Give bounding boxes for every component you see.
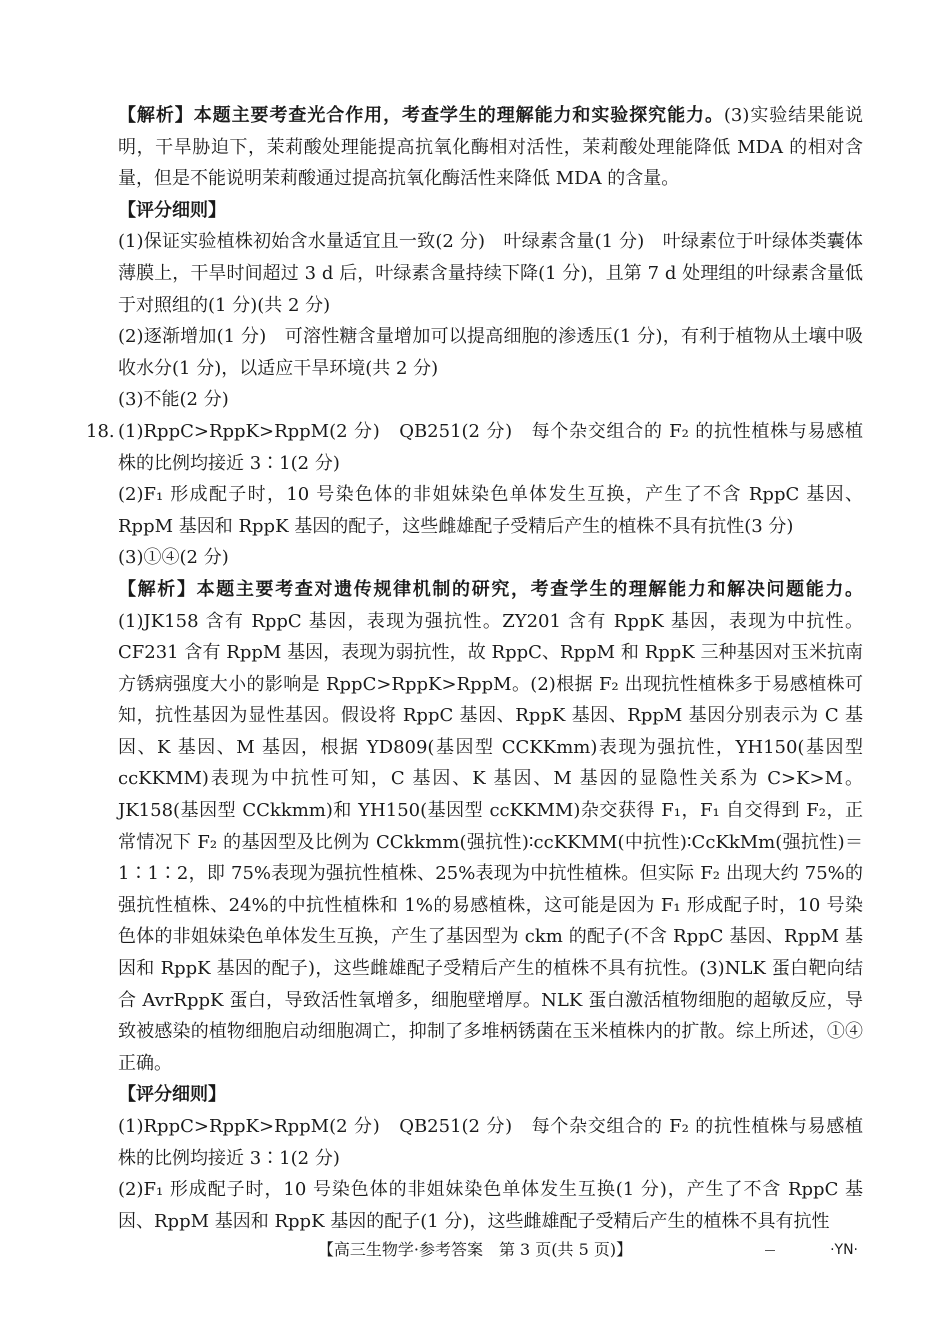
scoring-17-item-2: (2)逐渐增加(1 分) 可溶性糖含量增加可以提高细胞的渗透压(1 分)，有利于植物从土壤中吸收水分(1 分)，以适应干旱环境(共 2 分) <box>118 326 863 379</box>
q18-answer-1: (1)RppC>RppK>RppM(2 分) QB251(2 分) 每个杂交组合的 F₂ 的抗性植株与易感植株的比例均接近 3∶1(2 分) <box>118 420 863 474</box>
footer-region-code: ·YN· <box>830 1242 858 1258</box>
q18-answer-2: (2)F₁ 形成配子时，10 号染色体的非姐妹染色单体发生互换，产生了不含 RppC 基因、RppM 基因和 RppK 基因的配子，这些雌雄配子受精后产生的植株不具有抗性(3 分) <box>118 484 863 537</box>
question-18 <box>86 416 863 479</box>
answer-content <box>86 100 864 1237</box>
analysis-lead: 本题主要考查对遗传规律机制的研究，考查学生的理解能力和解决问题能力。 <box>196 578 864 600</box>
scoring-title-18: 【评分细则】 <box>118 1084 226 1106</box>
analysis-18 <box>118 574 863 1080</box>
analysis-label: 【解析】 <box>118 105 194 126</box>
scoring-title-17: 【评分细则】 <box>118 199 226 221</box>
analysis-lead: 本题主要考查光合作用，考查学生的理解能力和实验探究能力。 <box>193 105 724 126</box>
analysis-label: 【解析】 <box>118 578 197 600</box>
analysis-body: (3)实验结果能说明，干旱胁迫下，茉莉酸处理能提高抗氧化酶相对活性，茉莉酸处理能降低 MDA 的相对含量，但是不能说明茉莉酸通过提高抗氧化酶活性来降低 MDA 的含量。 <box>118 105 864 190</box>
scoring-17-item-3: (3)不能(2 分) <box>118 389 229 411</box>
q18-answer-3: (3)①④(2 分) <box>118 547 229 569</box>
footer-mark <box>765 1250 775 1251</box>
footer-page-info: 【高三生物学·参考答案 第 3 页(共 5 页)】 <box>317 1240 633 1259</box>
question-number: 18. <box>86 420 115 442</box>
page-footer <box>0 1236 950 1264</box>
analysis-17 <box>118 100 863 195</box>
scoring-18-item-2: (2)F₁ 形成配子时，10 号染色体的非姐妹染色单体发生互换(1 分)，产生了不含 RppC 基因、RppM 基因和 RppK 基因的配子(1 分)，这些雌雄配子受精后产生的植株不具有抗性 <box>118 1179 863 1232</box>
analysis-body: (1)JK158 含有 RppC 基因，表现为强抗性。ZY201 含有 RppK 基因，表现为中抗性。CF231 含有 RppM 基因，表现为弱抗性，故 RppC、RppM 和 RppK 三种基因对玉米抗南方锈病强度大小的影响是 RppC>RppK>RppM。(2)根据 F₂ 出现抗性植株多于易感植株可知，抗性基因为显性基因。假设将 RppC 基因、RppK 基因、RppM 基因分别表示为 C 基因、K 基因、M 基因，根据 YD809(基因型 CCKKmm)表现为强抗性，YH150(基因型 ccKKMM)表现为中抗性可知，C 基因、K 基因、M 基因的显隐性关系为 C>K>M。JK158(基因型 CCkkmm)和 YH150(基因型 ccKKMM)杂交获得 F₁，F₁ 自交得到 F₂，正常情况下 F₂ 的基因型及比例为 CCkkmm(强抗性)∶ccKKMM(中抗性)∶CcKkMm(强抗性)＝1∶1∶2，即 75%表现为强抗性植株、25%表现为中抗性植株。但实际 F₂ 出现大约 75%的强抗性植株、24%的中抗性植株和 1%的易感植株，这可能是因为 F₁ 形成配子时，10 号染色体的非姐妹染色单体发生互换，产生了基因型为 ckm 的配子(不含 RppC 基因、RppM 基因和 RppK 基因的配子)，这些雌雄配子受精后产生的植株不具有抗性。(3)NLK 蛋白靶向结合 AvrRppK 蛋白，导致活性氧增多，细胞壁增厚。NLK 蛋白激活植物细胞的超敏反应，导致被感染的植物细胞启动细胞凋亡，抑制了多堆柄锈菌在玉米植株内的扩散。综上所述，①④正确。 <box>118 610 863 1074</box>
scoring-17-item-1: (1)保证实验植株初始含水量适宜且一致(2 分) 叶绿素含量(1 分) 叶绿素位于叶绿体类囊体薄膜上，干旱时间超过 3 d 后，叶绿素含量持续下降(1 分)，且第 7 d 处理组的叶绿素含量低于对照组的(1 分)(共 2 分) <box>118 231 863 316</box>
scoring-18-item-1: (1)RppC>RppK>RppM(2 分) QB251(2 分) 每个杂交组合的 F₂ 的抗性植株与易感植株的比例均接近 3∶1(2 分) <box>118 1116 863 1169</box>
